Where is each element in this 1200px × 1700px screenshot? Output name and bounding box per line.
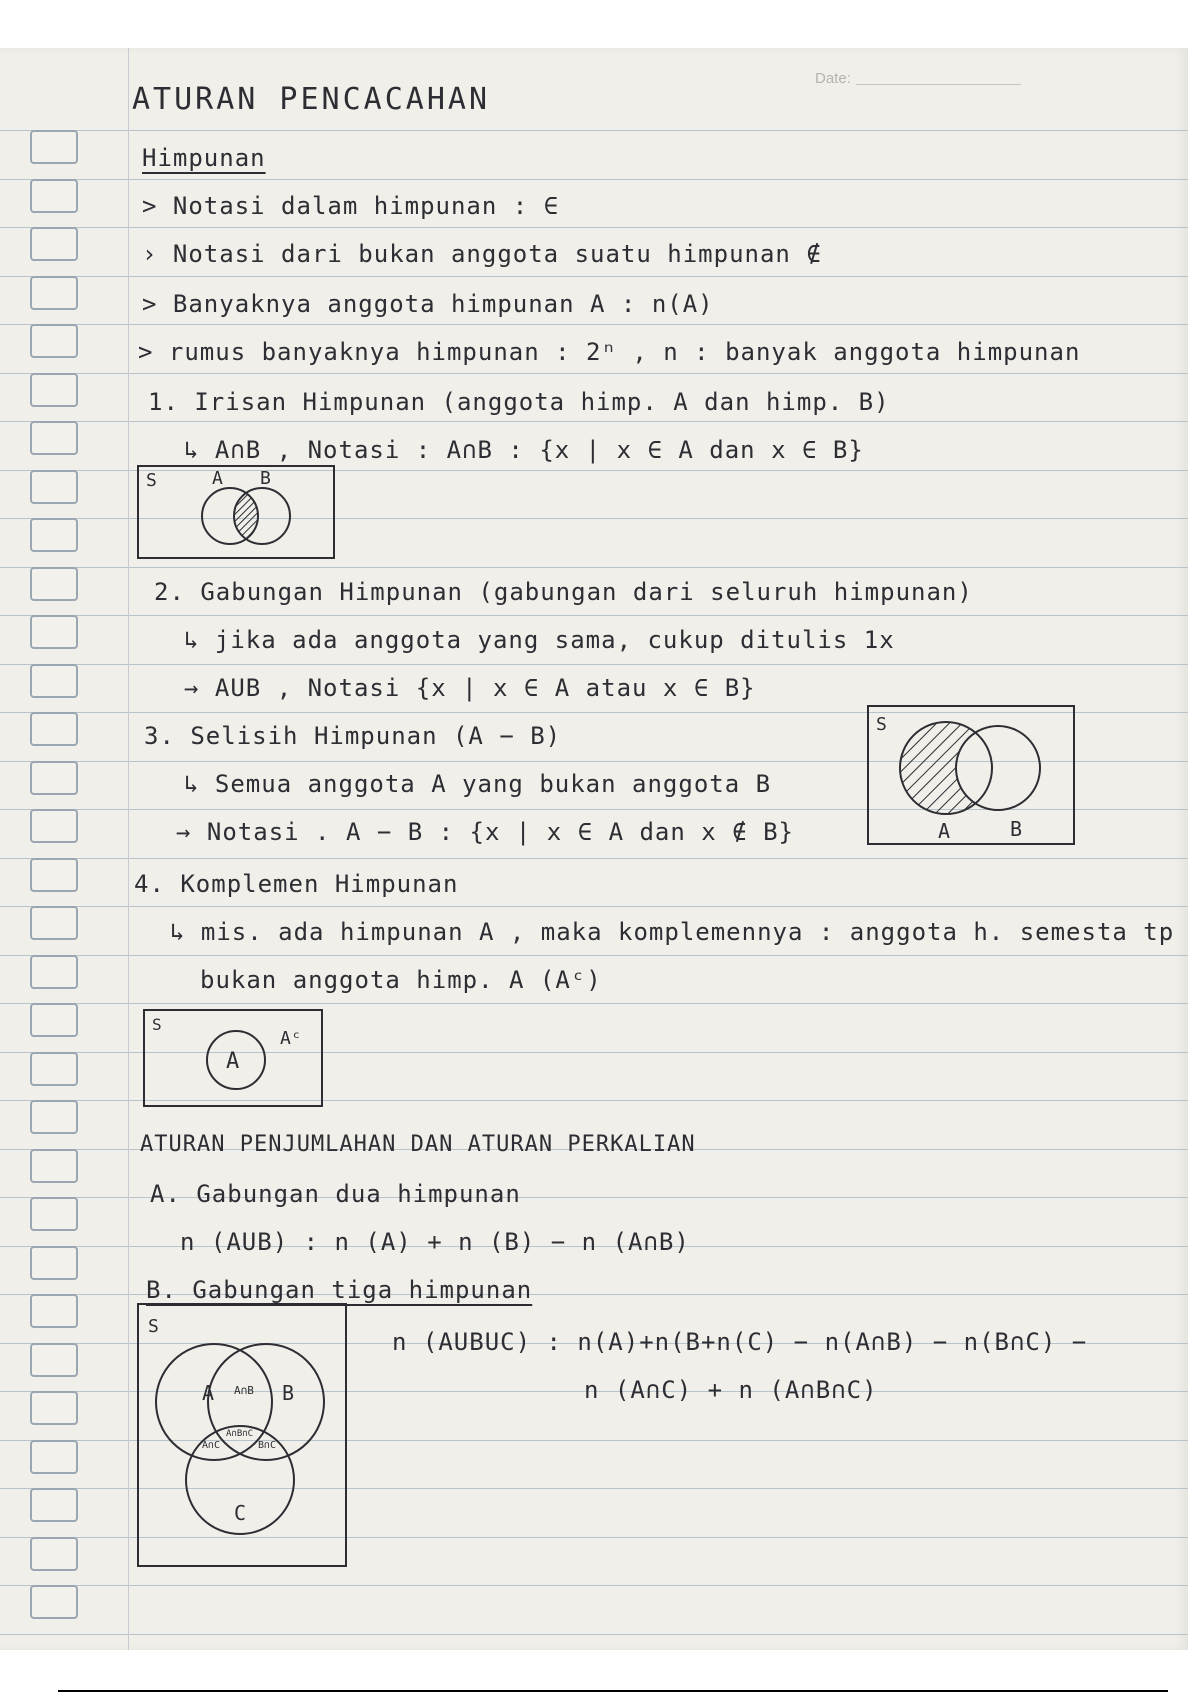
venn-tiga-label-bc: B∩C xyxy=(258,1440,277,1451)
margin-box xyxy=(30,1100,78,1134)
margin-box xyxy=(30,276,78,310)
line-gabungan-notasi: → AUB , Notasi {x | x ∈ A atau x ∈ B} xyxy=(184,674,756,702)
venn-komplemen-label-ac: Aᶜ xyxy=(280,1028,302,1049)
line-selisih-desc: ↳ Semua anggota A yang bukan anggota B xyxy=(184,770,772,798)
line-gabungan-dua: A. Gabungan dua himpunan xyxy=(150,1180,521,1208)
ruled-line xyxy=(0,567,1188,568)
ruled-line xyxy=(0,324,1188,325)
margin-box xyxy=(30,1391,78,1425)
margin-box xyxy=(30,130,78,164)
line-formula-tiga-2: n (A∩C) + n (A∩B∩C) xyxy=(584,1376,878,1404)
venn-tiga-label-b: B xyxy=(282,1381,295,1405)
ruled-line xyxy=(0,373,1188,374)
venn-komplemen xyxy=(142,1008,328,1112)
ruled-line xyxy=(0,664,1188,665)
margin-box xyxy=(30,1246,78,1280)
margin-box xyxy=(30,664,78,698)
venn-irisan-label-b: B xyxy=(260,468,271,489)
venn-komplemen-label-a: A xyxy=(226,1049,240,1074)
ruled-line xyxy=(0,227,1188,228)
ruled-line xyxy=(0,1585,1188,1586)
venn-tiga-himpunan xyxy=(136,1302,352,1572)
ruled-line xyxy=(0,858,1188,859)
ruled-line xyxy=(0,1634,1188,1635)
line-irisan-notasi: ↳ A∩B , Notasi : A∩B : {x | x ∈ A dan x ∈ B} xyxy=(184,436,864,464)
margin-line xyxy=(128,48,129,1650)
ruled-line xyxy=(0,130,1188,131)
ruled-line xyxy=(0,179,1188,180)
venn-selisih-label-a: A xyxy=(938,819,951,843)
line-banyak-anggota: > Banyaknya anggota himpunan A : n(A) xyxy=(142,290,714,318)
line-formula-dua: n (AUB) : n (A) + n (B) − n (A∩B) xyxy=(180,1228,690,1256)
section-heading-himpunan: Himpunan xyxy=(142,144,266,172)
margin-box xyxy=(30,955,78,989)
notebook-page xyxy=(0,48,1188,1650)
margin-box xyxy=(30,858,78,892)
venn-komplemen-label-s: S xyxy=(152,1015,162,1034)
ruled-line xyxy=(0,421,1188,422)
margin-box xyxy=(30,1003,78,1037)
line-komplemen-desc2: bukan anggota himp. A (Aᶜ) xyxy=(200,966,602,994)
line-formula-tiga-1: n (AUBUC) : n(A)+n(B+n(C) − n(A∩B) − n(B∩C) − xyxy=(392,1328,1088,1356)
margin-box xyxy=(30,567,78,601)
ruled-line xyxy=(0,906,1188,907)
margin-box xyxy=(30,373,78,407)
venn-tiga-label-ac: A∩C xyxy=(202,1440,221,1451)
margin-box xyxy=(30,227,78,261)
venn-tiga-label-a: A xyxy=(202,1381,215,1405)
venn-irisan-label-s: S xyxy=(146,470,157,491)
margin-box xyxy=(30,809,78,843)
margin-box xyxy=(30,1585,78,1619)
line-gabungan-heading: 2. Gabungan Himpunan (gabungan dari seluruh himpunan) xyxy=(154,578,973,606)
margin-box xyxy=(30,421,78,455)
margin-box xyxy=(30,1537,78,1571)
margin-box xyxy=(30,324,78,358)
bottom-border xyxy=(58,1690,1168,1692)
venn-tiga-label-s: S xyxy=(148,1316,159,1337)
ruled-line xyxy=(0,276,1188,277)
margin-box xyxy=(30,1440,78,1474)
page-title: ATURAN PENCACAHAN xyxy=(132,82,491,117)
margin-box xyxy=(30,761,78,795)
section-heading-aturan: ATURAN PENJUMLAHAN DAN ATURAN PERKALIAN xyxy=(140,1132,696,1157)
margin-box xyxy=(30,615,78,649)
date-label: Date: xyxy=(815,70,851,87)
margin-box xyxy=(30,179,78,213)
line-notasi-elemen: > Notasi dalam himpunan : ∈ xyxy=(142,192,560,220)
margin-box xyxy=(30,1149,78,1183)
line-selisih-heading: 3. Selisih Himpunan (A − B) xyxy=(144,722,562,750)
line-komplemen-desc: ↳ mis. ada himpunan A , maka komplemennya : anggota h. semesta tp xyxy=(170,918,1175,946)
venn-tiga-label-ab: A∩B xyxy=(234,1384,254,1397)
line-gabungan-tiga: B. Gabungan tiga himpunan xyxy=(146,1276,533,1304)
margin-box xyxy=(30,1488,78,1522)
venn-selisih-label-s: S xyxy=(876,714,887,735)
line-irisan-heading: 1. Irisan Himpunan (anggota himp. A dan himp. B) xyxy=(148,388,890,416)
margin-box xyxy=(30,518,78,552)
ruled-line xyxy=(0,615,1188,616)
margin-box xyxy=(30,1052,78,1086)
line-komplemen-heading: 4. Komplemen Himpunan xyxy=(134,870,459,898)
margin-box xyxy=(30,712,78,746)
date-line xyxy=(856,84,1021,85)
line-gabungan-note: ↳ jika ada anggota yang sama, cukup ditulis 1x xyxy=(184,626,895,654)
venn-irisan-label-a: A xyxy=(212,468,223,489)
line-selisih-notasi: → Notasi . A − B : {x | x ∈ A dan x ∉ B} xyxy=(176,818,794,846)
venn-tiga-label-abc: A∩B∩C xyxy=(226,1429,254,1439)
margin-box xyxy=(30,906,78,940)
venn-selisih-label-b: B xyxy=(1010,817,1023,841)
line-rumus: > rumus banyaknya himpunan : 2ⁿ , n : banyak anggota himpunan xyxy=(138,338,1081,366)
margin-box xyxy=(30,1197,78,1231)
margin-box xyxy=(30,1343,78,1377)
margin-box xyxy=(30,1294,78,1328)
ruled-line xyxy=(0,955,1188,956)
ruled-line xyxy=(0,1003,1188,1004)
line-notasi-bukan: › Notasi dari bukan anggota suatu himpunan ∉ xyxy=(142,240,822,268)
venn-tiga-label-c: C xyxy=(234,1501,247,1525)
margin-box xyxy=(30,470,78,504)
venn-irisan xyxy=(136,464,342,562)
venn-selisih xyxy=(866,704,1078,850)
